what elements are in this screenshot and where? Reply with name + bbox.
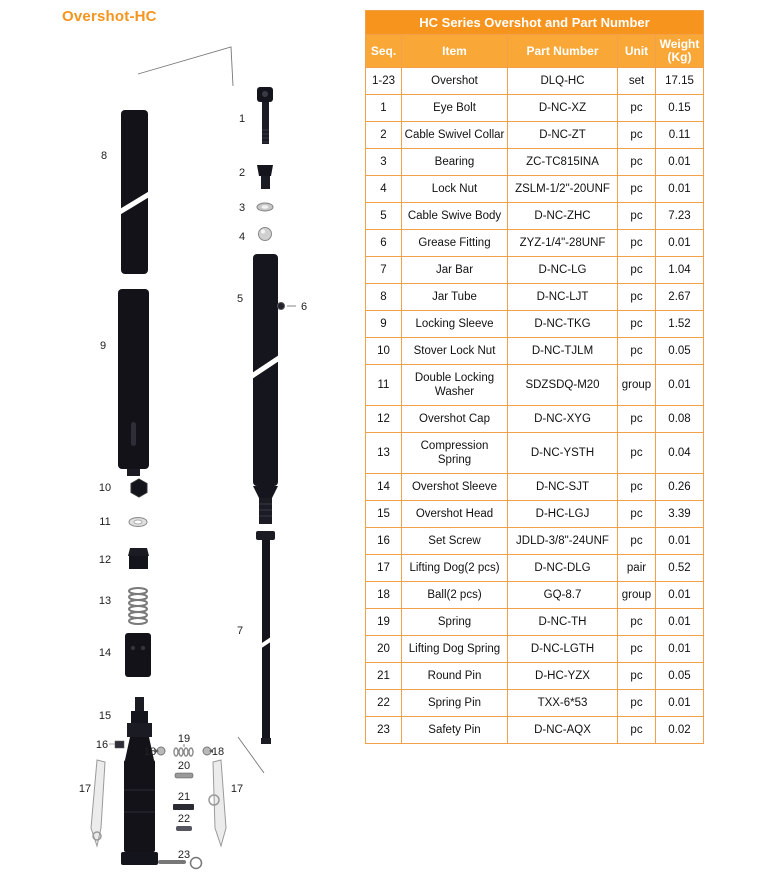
cell-item: Overshot xyxy=(402,68,508,95)
table-row xyxy=(366,176,704,203)
cell-seq: 17 xyxy=(366,555,402,582)
cell-part-number: D-NC-SJT xyxy=(508,474,618,501)
table-row xyxy=(366,338,704,365)
part-overshot-sleeve xyxy=(125,633,151,677)
cell-item: Ball(2 pcs) xyxy=(402,582,508,609)
cell-seq: 3 xyxy=(366,149,402,176)
cell-weight: 0.11 xyxy=(656,122,704,149)
cell-unit: pc xyxy=(618,122,656,149)
cell-weight: 7.23 xyxy=(656,203,704,230)
cell-part-number: D-NC-LGTH xyxy=(508,636,618,663)
cell-part-number: D-NC-XYG xyxy=(508,406,618,433)
cell-seq: 23 xyxy=(366,717,402,744)
cell-part-number: D-HC-YZX xyxy=(508,663,618,690)
page-title: Overshot-HC xyxy=(62,8,157,25)
cell-seq: 20 xyxy=(366,636,402,663)
cell-item: Safety Pin xyxy=(402,717,508,744)
cell-item: Spring xyxy=(402,609,508,636)
cell-seq: 16 xyxy=(366,528,402,555)
cell-part-number: ZYZ-1/4"-28UNF xyxy=(508,230,618,257)
col-weight: Weight (Kg) xyxy=(656,35,704,68)
cell-item: Round Pin xyxy=(402,663,508,690)
cell-weight: 0.01 xyxy=(656,365,704,406)
cell-seq: 11 xyxy=(366,365,402,406)
cell-weight: 0.01 xyxy=(656,176,704,203)
diagram-callout: 5 xyxy=(236,293,244,305)
cell-unit: pc xyxy=(618,717,656,744)
table-row xyxy=(366,284,704,311)
cell-weight: 3.39 xyxy=(656,501,704,528)
part-double-locking-washer xyxy=(129,518,147,527)
cell-part-number: D-NC-XZ xyxy=(508,95,618,122)
cell-item: Lifting Dog(2 pcs) xyxy=(402,555,508,582)
diagram-callout: 13 xyxy=(98,595,112,607)
diagram-callout: 19 xyxy=(177,733,191,745)
diagram-callout: 12 xyxy=(98,554,112,566)
cell-part-number: D-NC-AQX xyxy=(508,717,618,744)
cell-unit: pc xyxy=(618,149,656,176)
table-row xyxy=(366,149,704,176)
diagram-callout: 21 xyxy=(177,791,191,803)
cell-unit: pc xyxy=(618,636,656,663)
part-overshot-head xyxy=(121,697,158,865)
cell-unit: pc xyxy=(618,690,656,717)
cell-item: Overshot Head xyxy=(402,501,508,528)
diagram-callout: 11 xyxy=(99,516,111,528)
diagram-callout: 4 xyxy=(238,231,246,243)
cell-seq: 21 xyxy=(366,663,402,690)
diagram-callout: 14 xyxy=(98,647,112,659)
table-row xyxy=(366,717,704,744)
cell-weight: 0.01 xyxy=(656,609,704,636)
part-eye-bolt xyxy=(257,87,273,144)
cell-item: Cable Swive Body xyxy=(402,203,508,230)
part-stover-lock-nut xyxy=(131,479,147,497)
diagram-callout: 22 xyxy=(177,813,191,825)
table-title: HC Series Overshot and Part Number xyxy=(366,11,704,35)
table-row xyxy=(366,528,704,555)
part-bearing xyxy=(257,203,273,211)
cell-seq: 1 xyxy=(366,95,402,122)
cell-part-number: D-NC-LJT xyxy=(508,284,618,311)
cell-weight: 0.02 xyxy=(656,717,704,744)
cell-item: Jar Bar xyxy=(402,257,508,284)
cell-item: Spring Pin xyxy=(402,690,508,717)
diagram-callout: 18 xyxy=(211,746,225,758)
cell-unit: set xyxy=(618,68,656,95)
cell-unit: pc xyxy=(618,230,656,257)
part-spring-small xyxy=(174,748,193,756)
cell-weight: 0.01 xyxy=(656,230,704,257)
cell-weight: 0.01 xyxy=(656,582,704,609)
cell-unit: pc xyxy=(618,474,656,501)
table-row xyxy=(366,433,704,474)
cell-item: Stover Lock Nut xyxy=(402,338,508,365)
cell-weight: 0.05 xyxy=(656,338,704,365)
cell-weight: 0.52 xyxy=(656,555,704,582)
cell-unit: pc xyxy=(618,501,656,528)
cell-item: Grease Fitting xyxy=(402,230,508,257)
cell-part-number: D-NC-ZHC xyxy=(508,203,618,230)
table-row xyxy=(366,609,704,636)
cell-part-number: SDZSDQ-M20 xyxy=(508,365,618,406)
cell-item: Overshot Sleeve xyxy=(402,474,508,501)
cell-unit: pc xyxy=(618,176,656,203)
cell-item: Eye Bolt xyxy=(402,95,508,122)
diagram-callout: 23 xyxy=(177,849,191,861)
table-row xyxy=(366,122,704,149)
cell-seq: 18 xyxy=(366,582,402,609)
part-lifting-dog-left xyxy=(91,760,105,846)
cell-seq: 9 xyxy=(366,311,402,338)
diagram-callout: 17 xyxy=(230,783,244,795)
table-row xyxy=(366,690,704,717)
table-row xyxy=(366,501,704,528)
part-cable-swive-body xyxy=(249,254,282,524)
cell-unit: pc xyxy=(618,338,656,365)
diagram-callout: 18 xyxy=(143,746,157,758)
cell-item: Locking Sleeve xyxy=(402,311,508,338)
cell-unit: pc xyxy=(618,284,656,311)
col-part-number: Part Number xyxy=(508,35,618,68)
part-jar-bar xyxy=(256,531,276,744)
part-spring-pin xyxy=(176,826,192,831)
cell-part-number: JDLD-3/8"-24UNF xyxy=(508,528,618,555)
cell-unit: pc xyxy=(618,663,656,690)
part-set-screw xyxy=(109,741,124,748)
part-overshot-cap xyxy=(128,548,149,569)
cell-part-number: TXX-6*53 xyxy=(508,690,618,717)
table-row xyxy=(366,311,704,338)
cell-weight: 0.01 xyxy=(656,690,704,717)
cell-item: Lock Nut xyxy=(402,176,508,203)
cell-unit: group xyxy=(618,365,656,406)
table-row xyxy=(366,663,704,690)
col-unit: Unit xyxy=(618,35,656,68)
cell-seq: 4 xyxy=(366,176,402,203)
table-row xyxy=(366,555,704,582)
cell-item: Jar Tube xyxy=(402,284,508,311)
table-row xyxy=(366,203,704,230)
cell-item: Lifting Dog Spring xyxy=(402,636,508,663)
diagram-callout: 3 xyxy=(238,202,246,214)
diagram-callout: 20 xyxy=(177,760,191,772)
diagram-callout: 9 xyxy=(99,340,107,352)
part-lifting-dog-spring xyxy=(175,773,193,778)
part-lock-nut xyxy=(259,228,272,241)
cell-unit: pc xyxy=(618,528,656,555)
cell-seq: 1-23 xyxy=(366,68,402,95)
part-lifting-dog-right xyxy=(209,760,226,846)
cell-part-number: GQ-8.7 xyxy=(508,582,618,609)
diagram-callout: 10 xyxy=(98,482,112,494)
cell-unit: group xyxy=(618,582,656,609)
part-compression-spring xyxy=(129,588,147,624)
cell-part-number: DLQ-HC xyxy=(508,68,618,95)
cell-weight: 0.08 xyxy=(656,406,704,433)
cell-weight: 0.15 xyxy=(656,95,704,122)
cell-seq: 5 xyxy=(366,203,402,230)
cell-seq: 6 xyxy=(366,230,402,257)
col-item: Item xyxy=(402,35,508,68)
cell-unit: pc xyxy=(618,257,656,284)
cell-item: Double Locking Washer xyxy=(402,365,508,406)
cell-weight: 0.01 xyxy=(656,528,704,555)
diagram-callout: 17 xyxy=(78,783,92,795)
part-cable-swivel-collar xyxy=(257,165,273,189)
cell-seq: 19 xyxy=(366,609,402,636)
cell-part-number: D-NC-TJLM xyxy=(508,338,618,365)
cell-seq: 13 xyxy=(366,433,402,474)
cell-weight: 0.05 xyxy=(656,663,704,690)
cell-unit: pc xyxy=(618,203,656,230)
cell-unit: pc xyxy=(618,609,656,636)
table-row xyxy=(366,474,704,501)
part-grease-fitting xyxy=(278,303,285,310)
cell-part-number: D-NC-LG xyxy=(508,257,618,284)
cell-unit: pc xyxy=(618,311,656,338)
cell-part-number: D-NC-ZT xyxy=(508,122,618,149)
part-locking-sleeve xyxy=(118,289,149,476)
table-row xyxy=(366,230,704,257)
cell-part-number: D-HC-LGJ xyxy=(508,501,618,528)
cell-seq: 2 xyxy=(366,122,402,149)
cell-item: Cable Swivel Collar xyxy=(402,122,508,149)
cell-part-number: ZSLM-1/2"-20UNF xyxy=(508,176,618,203)
cell-item: Overshot Cap xyxy=(402,406,508,433)
table-row xyxy=(366,68,704,95)
parts-table-body xyxy=(366,68,704,744)
cell-weight: 2.67 xyxy=(656,284,704,311)
cell-unit: pc xyxy=(618,433,656,474)
cell-unit: pc xyxy=(618,95,656,122)
cell-seq: 15 xyxy=(366,501,402,528)
table-row xyxy=(366,636,704,663)
cell-seq: 8 xyxy=(366,284,402,311)
col-seq: Seq. xyxy=(366,35,402,68)
table-row xyxy=(366,257,704,284)
diagram-callout: 8 xyxy=(100,150,108,162)
cell-weight: 0.04 xyxy=(656,433,704,474)
cell-seq: 10 xyxy=(366,338,402,365)
cell-weight: 17.15 xyxy=(656,68,704,95)
cell-weight: 0.01 xyxy=(656,636,704,663)
diagram-callout: 7 xyxy=(236,625,244,637)
diagram-callout: 6 xyxy=(300,301,308,313)
cell-part-number: D-NC-DLG xyxy=(508,555,618,582)
cell-item: Bearing xyxy=(402,149,508,176)
cell-seq: 12 xyxy=(366,406,402,433)
cell-part-number: D-NC-YSTH xyxy=(508,433,618,474)
cell-item: Compression Spring xyxy=(402,433,508,474)
diagram-callout: 15 xyxy=(98,710,112,722)
cell-seq: 22 xyxy=(366,690,402,717)
diagram-callout: 2 xyxy=(238,167,246,179)
table-row xyxy=(366,365,704,406)
cell-item: Set Screw xyxy=(402,528,508,555)
cell-weight: 1.52 xyxy=(656,311,704,338)
part-jar-tube xyxy=(118,110,151,274)
table-row xyxy=(366,406,704,433)
cell-weight: 1.04 xyxy=(656,257,704,284)
diagram-callout: 1 xyxy=(238,113,246,125)
table-row xyxy=(366,582,704,609)
cell-weight: 0.26 xyxy=(656,474,704,501)
part-round-pin xyxy=(173,804,194,810)
exploded-diagram xyxy=(0,0,360,888)
cell-part-number: D-NC-TKG xyxy=(508,311,618,338)
cell-seq: 7 xyxy=(366,257,402,284)
parts-table xyxy=(365,10,703,744)
cell-unit: pc xyxy=(618,406,656,433)
cell-unit: pair xyxy=(618,555,656,582)
cell-part-number: D-NC-TH xyxy=(508,609,618,636)
cell-part-number: ZC-TC815INA xyxy=(508,149,618,176)
cell-seq: 14 xyxy=(366,474,402,501)
diagram-callout: 16 xyxy=(95,739,109,751)
table-row xyxy=(366,95,704,122)
cell-weight: 0.01 xyxy=(656,149,704,176)
